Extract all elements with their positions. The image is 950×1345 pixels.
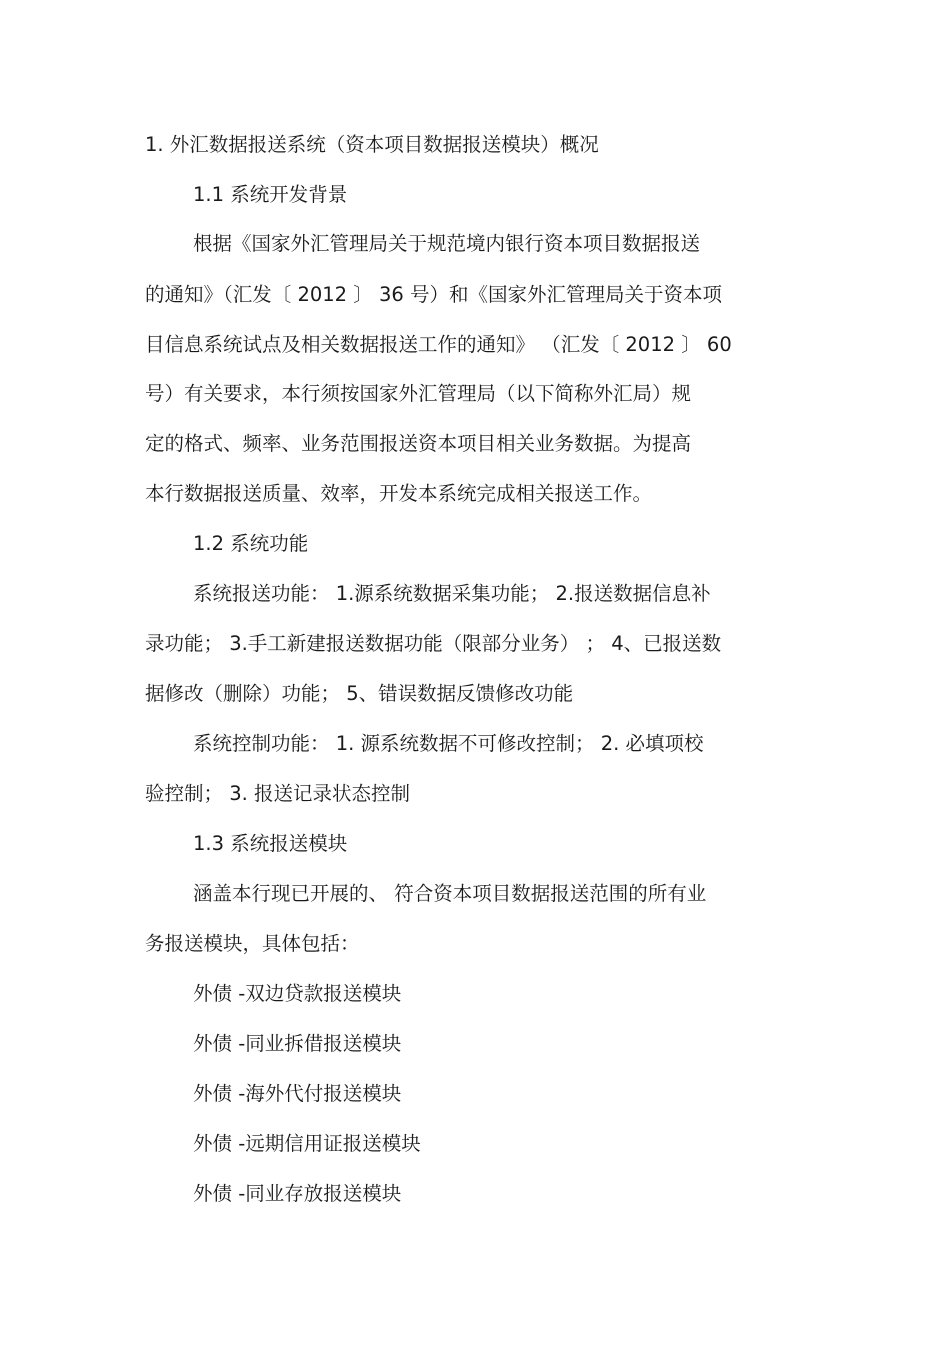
section-title-background: 1.1 系统开发背景 <box>193 183 348 206</box>
modules-intro-line: 务报送模块，具体包括： <box>145 932 360 955</box>
background-paragraph-line: 的通知》（汇发〔 2012 〕 36 号）和《国家外汇管理局关于资本项 <box>145 283 722 306</box>
background-paragraph-line: 根据《国家外汇管理局关于规范境内银行资本项目数据报送 <box>193 232 701 255</box>
reporting-functions-line: 系统报送功能： 1.源系统数据采集功能； 2.报送数据信息补 <box>193 582 711 605</box>
section-title-functions: 1.2 系统功能 <box>193 532 309 555</box>
background-paragraph-line: 目信息系统试点及相关数据报送工作的通知》 （汇发〔 2012 〕 60 <box>145 333 732 356</box>
chapter-heading: 1. 外汇数据报送系统（资本项目数据报送模块）概况 <box>145 133 599 156</box>
control-functions-line: 验控制； 3. 报送记录状态控制 <box>145 782 411 805</box>
module-list-item: 外债 -远期信用证报送模块 <box>193 1132 421 1155</box>
background-paragraph-line: 本行数据报送质量、效率，开发本系统完成相关报送工作。 <box>145 482 653 505</box>
module-list-item: 外债 -同业拆借报送模块 <box>193 1032 402 1055</box>
module-list-item: 外债 -海外代付报送模块 <box>193 1082 402 1105</box>
section-title-modules: 1.3 系统报送模块 <box>193 832 348 855</box>
reporting-functions-line: 据修改（删除）功能； 5、错误数据反馈修改功能 <box>145 682 574 705</box>
modules-intro-line: 涵盖本行现已开展的、 符合资本项目数据报送范围的所有业 <box>193 882 707 905</box>
background-paragraph-line: 号）有关要求，本行须按国家外汇管理局（以下简称外汇局）规 <box>145 382 692 405</box>
reporting-functions-line: 录功能； 3.手工新建报送数据功能（限部分业务） ； 4、已报送数 <box>145 632 722 655</box>
module-list-item: 外债 -双边贷款报送模块 <box>193 982 402 1005</box>
module-list-item: 外债 -同业存放报送模块 <box>193 1182 402 1205</box>
background-paragraph-line: 定的格式、频率、业务范围报送资本项目相关业务数据。为提高 <box>145 432 692 455</box>
control-functions-line: 系统控制功能： 1. 源系统数据不可修改控制； 2. 必填项校 <box>193 732 704 755</box>
